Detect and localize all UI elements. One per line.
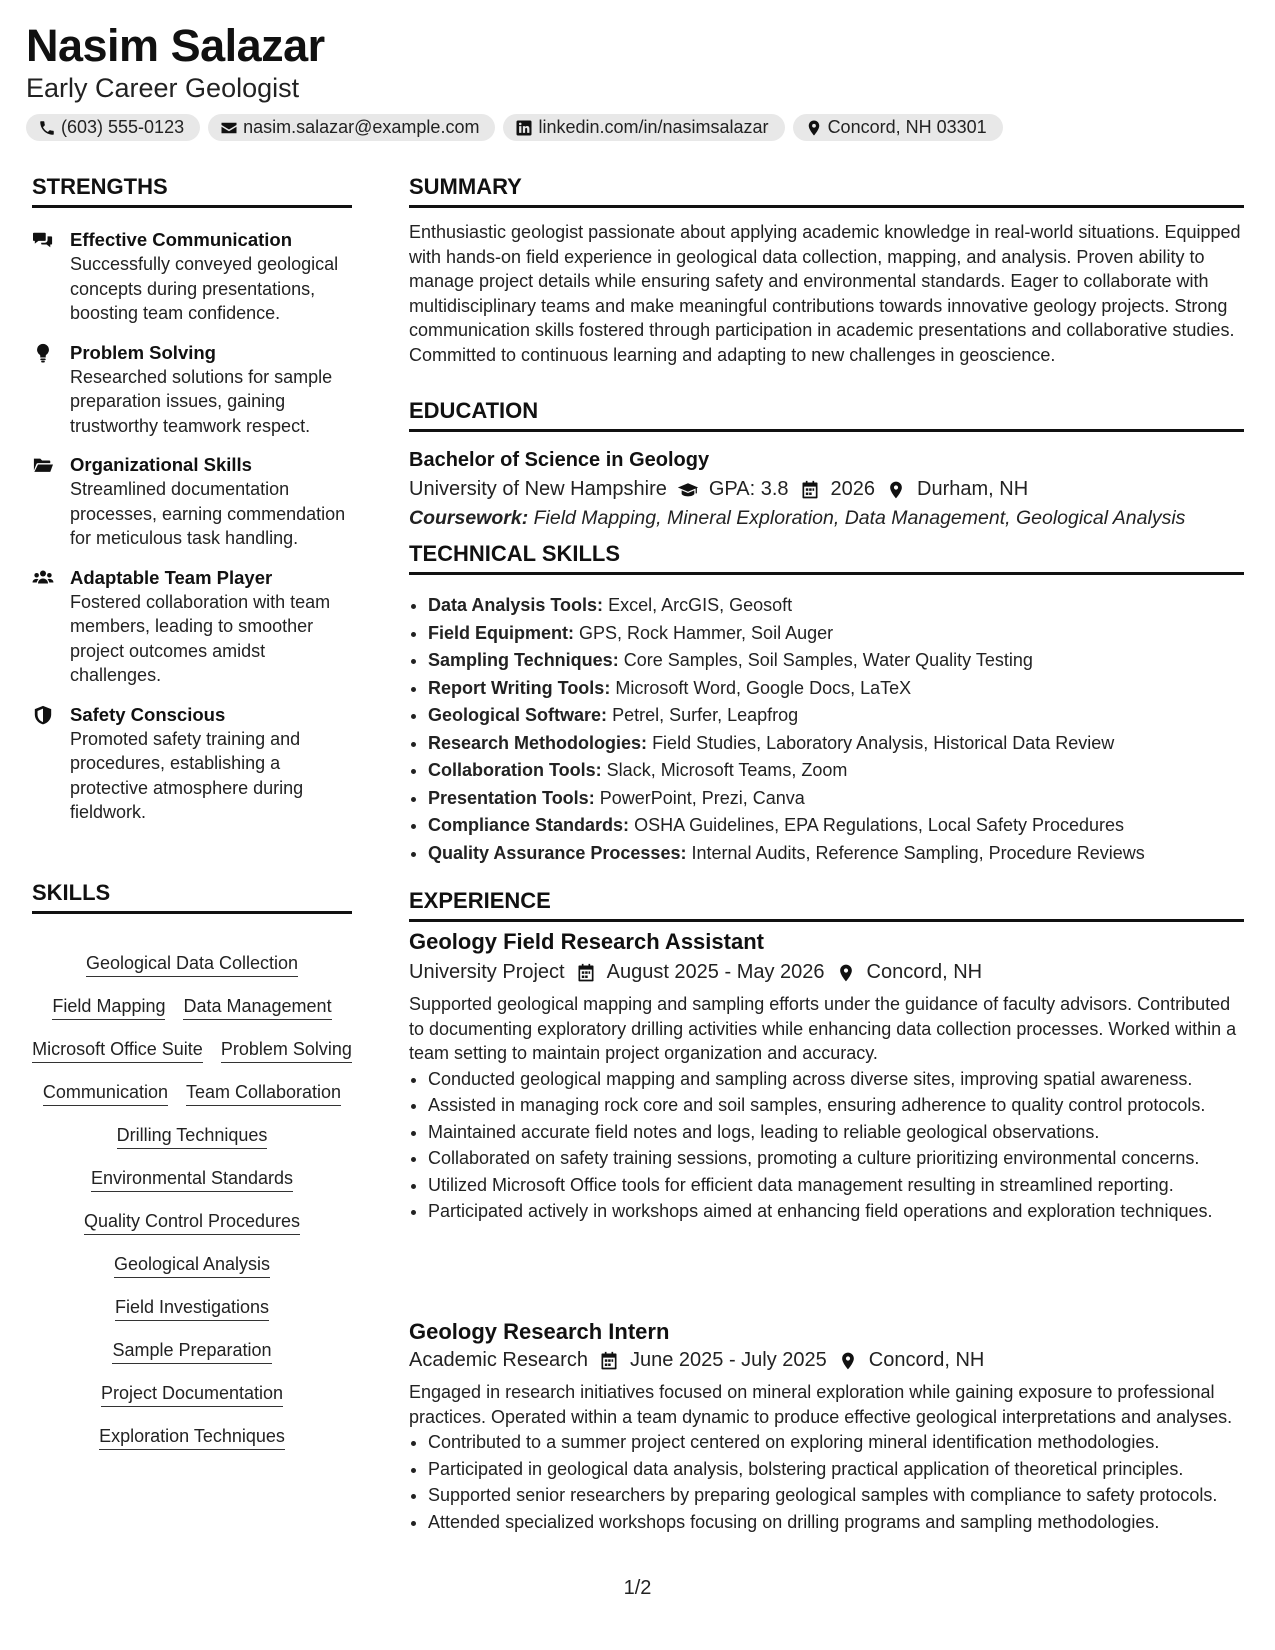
skills-heading: SKILLS (32, 880, 352, 914)
candidate-role: Early Career Geologist (26, 73, 300, 103)
job-bullet: • Supported senior researchers by preparing geological samples with compliance to safety protocols. (428, 1483, 1244, 1508)
degree-title: Bachelor of Science in Geology (409, 449, 710, 471)
job-description: Supported geological mapping and sampling efforts under the guidance of faculty advisors. Contributed to documenting exploratory drilling activities while enhancing data collection processes. Worked within a team setting to maintain project organization and accuracy. (409, 994, 1237, 1063)
technical-skill-item (428, 840, 1244, 868)
job-description: Engaged in research initiatives focused on mineral exploration while gaining exposure to professional practices. Operated within a team dynamic to produce effective geological interpretations and analyses. (409, 1382, 1233, 1427)
job-organization: Academic Research (409, 1349, 588, 1371)
linkedin-text: linkedin.com/in/nasimsalazar (538, 117, 769, 137)
job-organization: University Project (409, 961, 565, 983)
tech-skill-value: OSHA Guidelines, EPA Regulations, Local Safety Procedures (634, 815, 1124, 835)
page-number: 1/2 (623, 1577, 652, 1599)
strengths-heading: STRENGTHS (32, 174, 352, 208)
tech-skill-value: Core Samples, Soil Samples, Water Quality Testing (623, 650, 1033, 670)
skill-tag: Data Management (183, 994, 331, 1020)
skill-tag: Microsoft Office Suite (32, 1037, 203, 1063)
map-pin-icon (885, 480, 907, 500)
job-bullet: • Assisted in managing rock core and soil samples, ensuring adherence to quality control protocols. (428, 1093, 1244, 1118)
users-icon (32, 568, 54, 588)
summary-text: Enthusiastic geologist passionate about applying academic knowledge in real-world situations. Equipped with hands-on field experience in geological data collection, mapping, and analysis. Proven ability to manage project details while ensuring safety and environmental standards. Eager to collaborate with multidisciplinary teams and make meaningful contributions towards innovative geology projects. Strong communication skills fostered through participation in academic presentations and collaborative studies. Committed to continuous learning and adapting to new challenges in geoscience. (409, 222, 1241, 365)
contact-email[interactable] (208, 114, 495, 141)
coursework-label: Coursework: (409, 507, 529, 529)
tech-skill-label: Geological Software: (428, 705, 608, 725)
education-entry (409, 449, 1244, 530)
contact-location[interactable] (793, 114, 1003, 141)
tech-skill-value: GPS, Rock Hammer, Soil Auger (579, 622, 834, 643)
location-text: Concord, NH 03301 (827, 117, 987, 137)
phone-icon (38, 119, 56, 137)
technical-skill-item (428, 675, 1244, 703)
tech-skill-value: Microsoft Word, Google Docs, LaTeX (615, 677, 912, 698)
skills-list (32, 951, 352, 1450)
calendar-icon (799, 480, 821, 500)
strengths-list (32, 228, 352, 840)
candidate-name: Nasim Salazar (26, 20, 325, 71)
tech-skill-value: Internal Audits, Reference Sampling, Procedure Reviews (691, 842, 1145, 863)
job-meta (409, 1349, 1244, 1372)
calendar-icon (575, 963, 597, 983)
education-meta (409, 478, 1244, 501)
folder-open-icon (32, 455, 54, 475)
tech-skill-label: Compliance Standards: (428, 815, 630, 835)
shield-icon (32, 705, 54, 725)
tech-skill-label: Collaboration Tools: (428, 760, 602, 780)
contact-bar (26, 114, 1003, 141)
skill-tag: Quality Control Procedures (84, 1209, 300, 1235)
technical-skill-item (428, 620, 1244, 648)
technical-skill-item (428, 757, 1244, 785)
job-bullets (409, 1067, 1244, 1224)
job-bullet: • Utilized Microsoft Office tools for efficient data management resulting in streamlined reporting. (428, 1173, 1244, 1198)
strength-item (32, 566, 352, 688)
contact-linkedin[interactable] (503, 114, 784, 141)
strength-item (32, 453, 352, 551)
strength-item (32, 341, 352, 439)
tech-skill-value: Slack, Microsoft Teams, Zoom (606, 760, 848, 780)
skill-tag: Sample Preparation (112, 1338, 271, 1364)
job-title: Geology Field Research Assistant (409, 929, 764, 954)
job-bullets (409, 1430, 1244, 1534)
tech-skill-value: Excel, ArcGIS, Geosoft (608, 595, 793, 615)
strength-description: Successfully conveyed geological concepts during presentations, boosting team confidence. (70, 254, 339, 323)
email-text: nasim.salazar@example.com (243, 117, 480, 137)
summary-heading: SUMMARY (409, 174, 1244, 208)
tech-skill-label: Sampling Techniques: (428, 650, 619, 670)
technical-skill-item (428, 812, 1244, 840)
technical-skills-heading: TECHNICAL SKILLS (409, 541, 1244, 575)
contact-phone[interactable] (26, 114, 200, 141)
education-location: Durham, NH (917, 478, 1029, 500)
skill-tag: Field Mapping (52, 994, 165, 1020)
technical-skill-item (428, 730, 1244, 758)
coursework (409, 507, 1244, 530)
job-bullet: • Collaborated on safety training sessions, promoting a culture prioritizing environmental concerns. (428, 1146, 1244, 1171)
skill-tag: Geological Data Collection (86, 951, 298, 977)
technical-skill-item (428, 592, 1244, 620)
job-entry (409, 1319, 1244, 1534)
school-name: University of New Hampshire (409, 478, 667, 500)
job-dates: August 2025 - May 2026 (606, 961, 825, 983)
tech-skill-label: Field Equipment: (428, 622, 574, 643)
calendar-icon (598, 1351, 620, 1371)
graduation-cap-icon (677, 480, 699, 500)
skill-tag: Exploration Techniques (99, 1424, 285, 1450)
skill-tag: Environmental Standards (91, 1166, 293, 1192)
job-dates: June 2025 - July 2025 (629, 1349, 827, 1371)
strength-description: Streamlined documentation processes, earning commendation for meticulous task handling. (70, 479, 346, 548)
skill-tag: Team Collaboration (186, 1080, 341, 1106)
map-pin-icon (837, 1351, 859, 1371)
strength-title: Organizational Skills (70, 454, 252, 475)
graduation-year: 2026 (830, 478, 876, 500)
job-bullet: • Contributed to a summer project centered on exploring mineral identification methodologies. (428, 1430, 1244, 1455)
strength-description: Researched solutions for sample preparation issues, gaining trustworthy teamwork respect. (70, 366, 333, 436)
job-bullet: • Attended specialized workshops focusing on drilling programs and sampling methodologies. (428, 1510, 1244, 1535)
experience-heading: EXPERIENCE (409, 888, 1244, 922)
strength-item (32, 228, 352, 326)
skill-tag: Project Documentation (101, 1381, 283, 1407)
skill-tag: Communication (43, 1080, 168, 1106)
strength-description: Fostered collaboration with team members, leading to smoother project outcomes amidst challenges. (70, 591, 331, 685)
linkedin-icon (515, 119, 533, 137)
strength-title: Effective Communication (70, 229, 293, 250)
tech-skill-label: Presentation Tools: (428, 787, 595, 808)
lightbulb-icon (32, 343, 54, 363)
skill-tag: Drilling Techniques (117, 1123, 268, 1149)
map-pin-icon (835, 963, 857, 983)
job-bullet: • Participated in geological data analysis, bolstering practical application of theoretical principles. (428, 1457, 1244, 1482)
phone-text: (603) 555-0123 (61, 117, 185, 137)
envelope-icon (220, 119, 238, 137)
strength-item (32, 703, 352, 825)
education-heading: EDUCATION (409, 398, 1244, 432)
technical-skill-item (428, 647, 1244, 675)
job-bullet: • Participated actively in workshops aimed at enhancing field operations and exploration techniques. (428, 1199, 1244, 1224)
tech-skill-label: Data Analysis Tools: (428, 595, 604, 615)
technical-skill-item (428, 785, 1244, 813)
gpa-text: GPA: 3.8 (708, 478, 789, 500)
job-bullet: • Conducted geological mapping and sampling across diverse sites, improving spatial awareness. (428, 1067, 1244, 1092)
job-bullet: • Maintained accurate field notes and logs, leading to reliable geological observations. (428, 1120, 1244, 1145)
job-location: Concord, NH (868, 1349, 985, 1371)
tech-skill-label: Report Writing Tools: (428, 677, 611, 698)
coursework-list: Field Mapping, Mineral Exploration, Data Management, Geological Analysis (533, 507, 1186, 529)
job-meta (409, 961, 1244, 984)
strength-title: Safety Conscious (70, 703, 226, 725)
technical-skill-item (428, 702, 1244, 730)
map-pin-icon (805, 119, 823, 137)
job-location: Concord, NH (866, 961, 983, 983)
skill-tag: Field Investigations (115, 1295, 269, 1321)
job-title: Geology Research Intern (409, 1319, 670, 1344)
technical-skills-list (409, 592, 1244, 867)
tech-skill-label: Quality Assurance Processes: (428, 842, 687, 863)
tech-skill-label: Research Methodologies: (428, 732, 648, 753)
skill-tag: Problem Solving (221, 1037, 352, 1063)
tech-skill-value: PowerPoint, Prezi, Canva (599, 787, 805, 808)
strength-title: Adaptable Team Player (70, 566, 273, 588)
chat-bubbles-icon (32, 230, 54, 250)
skill-tag: Geological Analysis (114, 1252, 270, 1278)
tech-skill-value: Petrel, Surfer, Leapfrog (612, 705, 799, 725)
job-entry (409, 929, 1244, 1224)
strength-title: Problem Solving (70, 341, 216, 363)
tech-skill-value: Field Studies, Laboratory Analysis, Historical Data Review (652, 732, 1115, 753)
strength-description: Promoted safety training and procedures, establishing a protective atmosphere during fieldwork. (70, 728, 304, 822)
